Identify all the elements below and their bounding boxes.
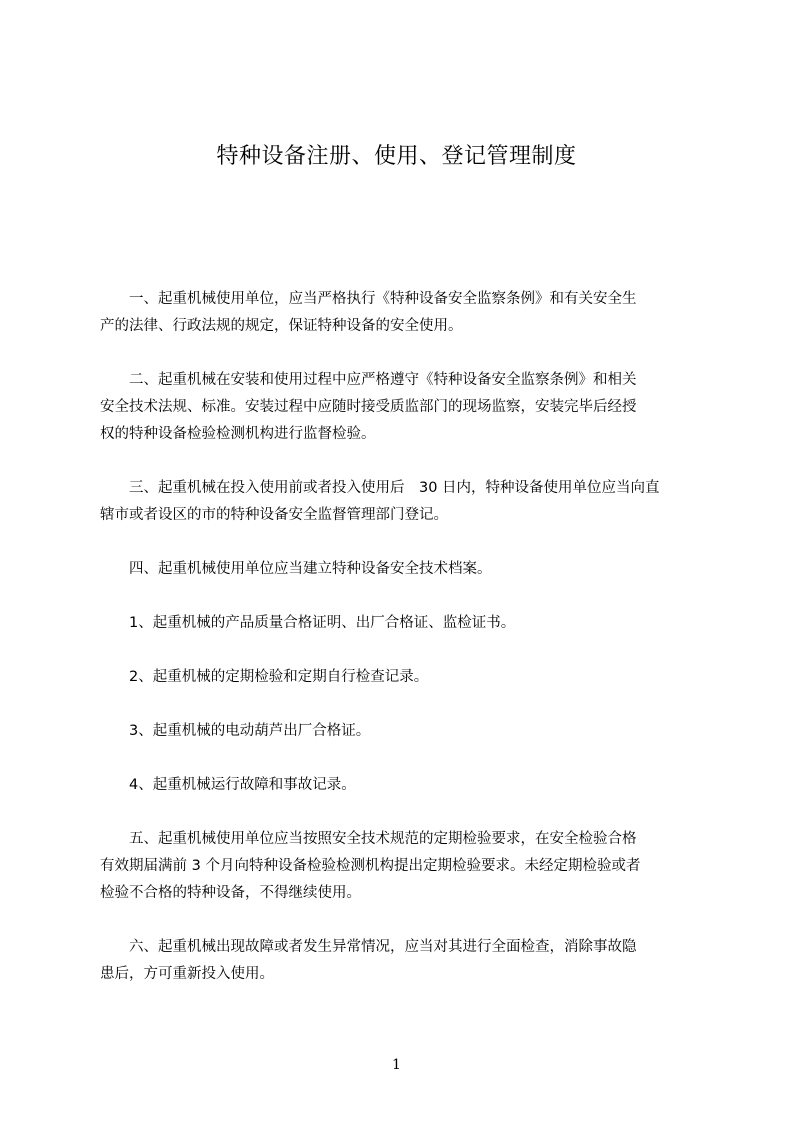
paragraph-line: 五、起重机械使用单位应当按照安全技术规范的定期检验要求，在安全检验合格 bbox=[100, 831, 637, 847]
paragraph-line: 有效期届满前 3 个月向特种设备检验检测机构提出定期检验要求。未经定期检验或者 bbox=[100, 858, 641, 874]
paragraph-4 bbox=[100, 556, 706, 583]
paragraph-line: 权的特种设备检验检测机构进行监督检验。 bbox=[100, 426, 376, 442]
paragraph-line: 检验不合格的特种设备，不得继续使用。 bbox=[100, 885, 361, 901]
paragraph-line: 辖市或者设区的市的特种设备安全监督管理部门登记。 bbox=[100, 507, 448, 523]
paragraph-line: 三、起重机械在投入使用前或者投入使用后 30 日内，特种设备使用单位应当向直 bbox=[100, 480, 660, 496]
paragraph-2 bbox=[100, 367, 706, 448]
paragraph-3 bbox=[100, 475, 706, 529]
paragraph-line: 1、起重机械的产品质量合格证明、出厂合格证、监检证书。 bbox=[100, 615, 516, 631]
paragraph-line: 3、起重机械的电动葫芦出厂合格证。 bbox=[100, 723, 371, 739]
paragraph-line: 安全技术法规、标准。安装过程中应随时接受质监部门的现场监察，安装完毕后经授 bbox=[100, 399, 637, 415]
paragraph-line: 4、起重机械运行故障和事故记录。 bbox=[100, 777, 356, 793]
paragraph-5 bbox=[100, 826, 706, 907]
paragraph-line: 产的法律、行政法规的规定，保证特种设备的安全使用。 bbox=[100, 318, 463, 334]
page-number: 1 bbox=[392, 1057, 401, 1073]
list-item-4 bbox=[100, 772, 706, 799]
paragraph-line: 四、起重机械使用单位应当建立特种设备安全技术档案。 bbox=[100, 561, 492, 577]
list-item-3 bbox=[100, 718, 706, 745]
document-title: 特种设备注册、使用、登记管理制度 bbox=[216, 144, 577, 169]
paragraph-6 bbox=[100, 934, 706, 988]
list-item-2 bbox=[100, 664, 706, 691]
paragraph-line: 一、起重机械使用单位，应当严格执行《特种设备安全监察条例》和有关安全生 bbox=[100, 291, 637, 307]
paragraph-line: 六、起重机械出现故障或者发生异常情况，应当对其进行全面检查，消除事故隐 bbox=[100, 939, 637, 955]
document-body bbox=[100, 286, 706, 988]
paragraph-line: 二、起重机械在安装和使用过程中应严格遵守《特种设备安全监察条例》和相关 bbox=[100, 372, 637, 388]
list-item-1 bbox=[100, 610, 706, 637]
paragraph-1 bbox=[100, 286, 706, 340]
paragraph-line: 2、起重机械的定期检验和定期自行检查记录。 bbox=[100, 669, 429, 685]
paragraph-line: 患后，方可重新投入使用。 bbox=[100, 966, 274, 982]
